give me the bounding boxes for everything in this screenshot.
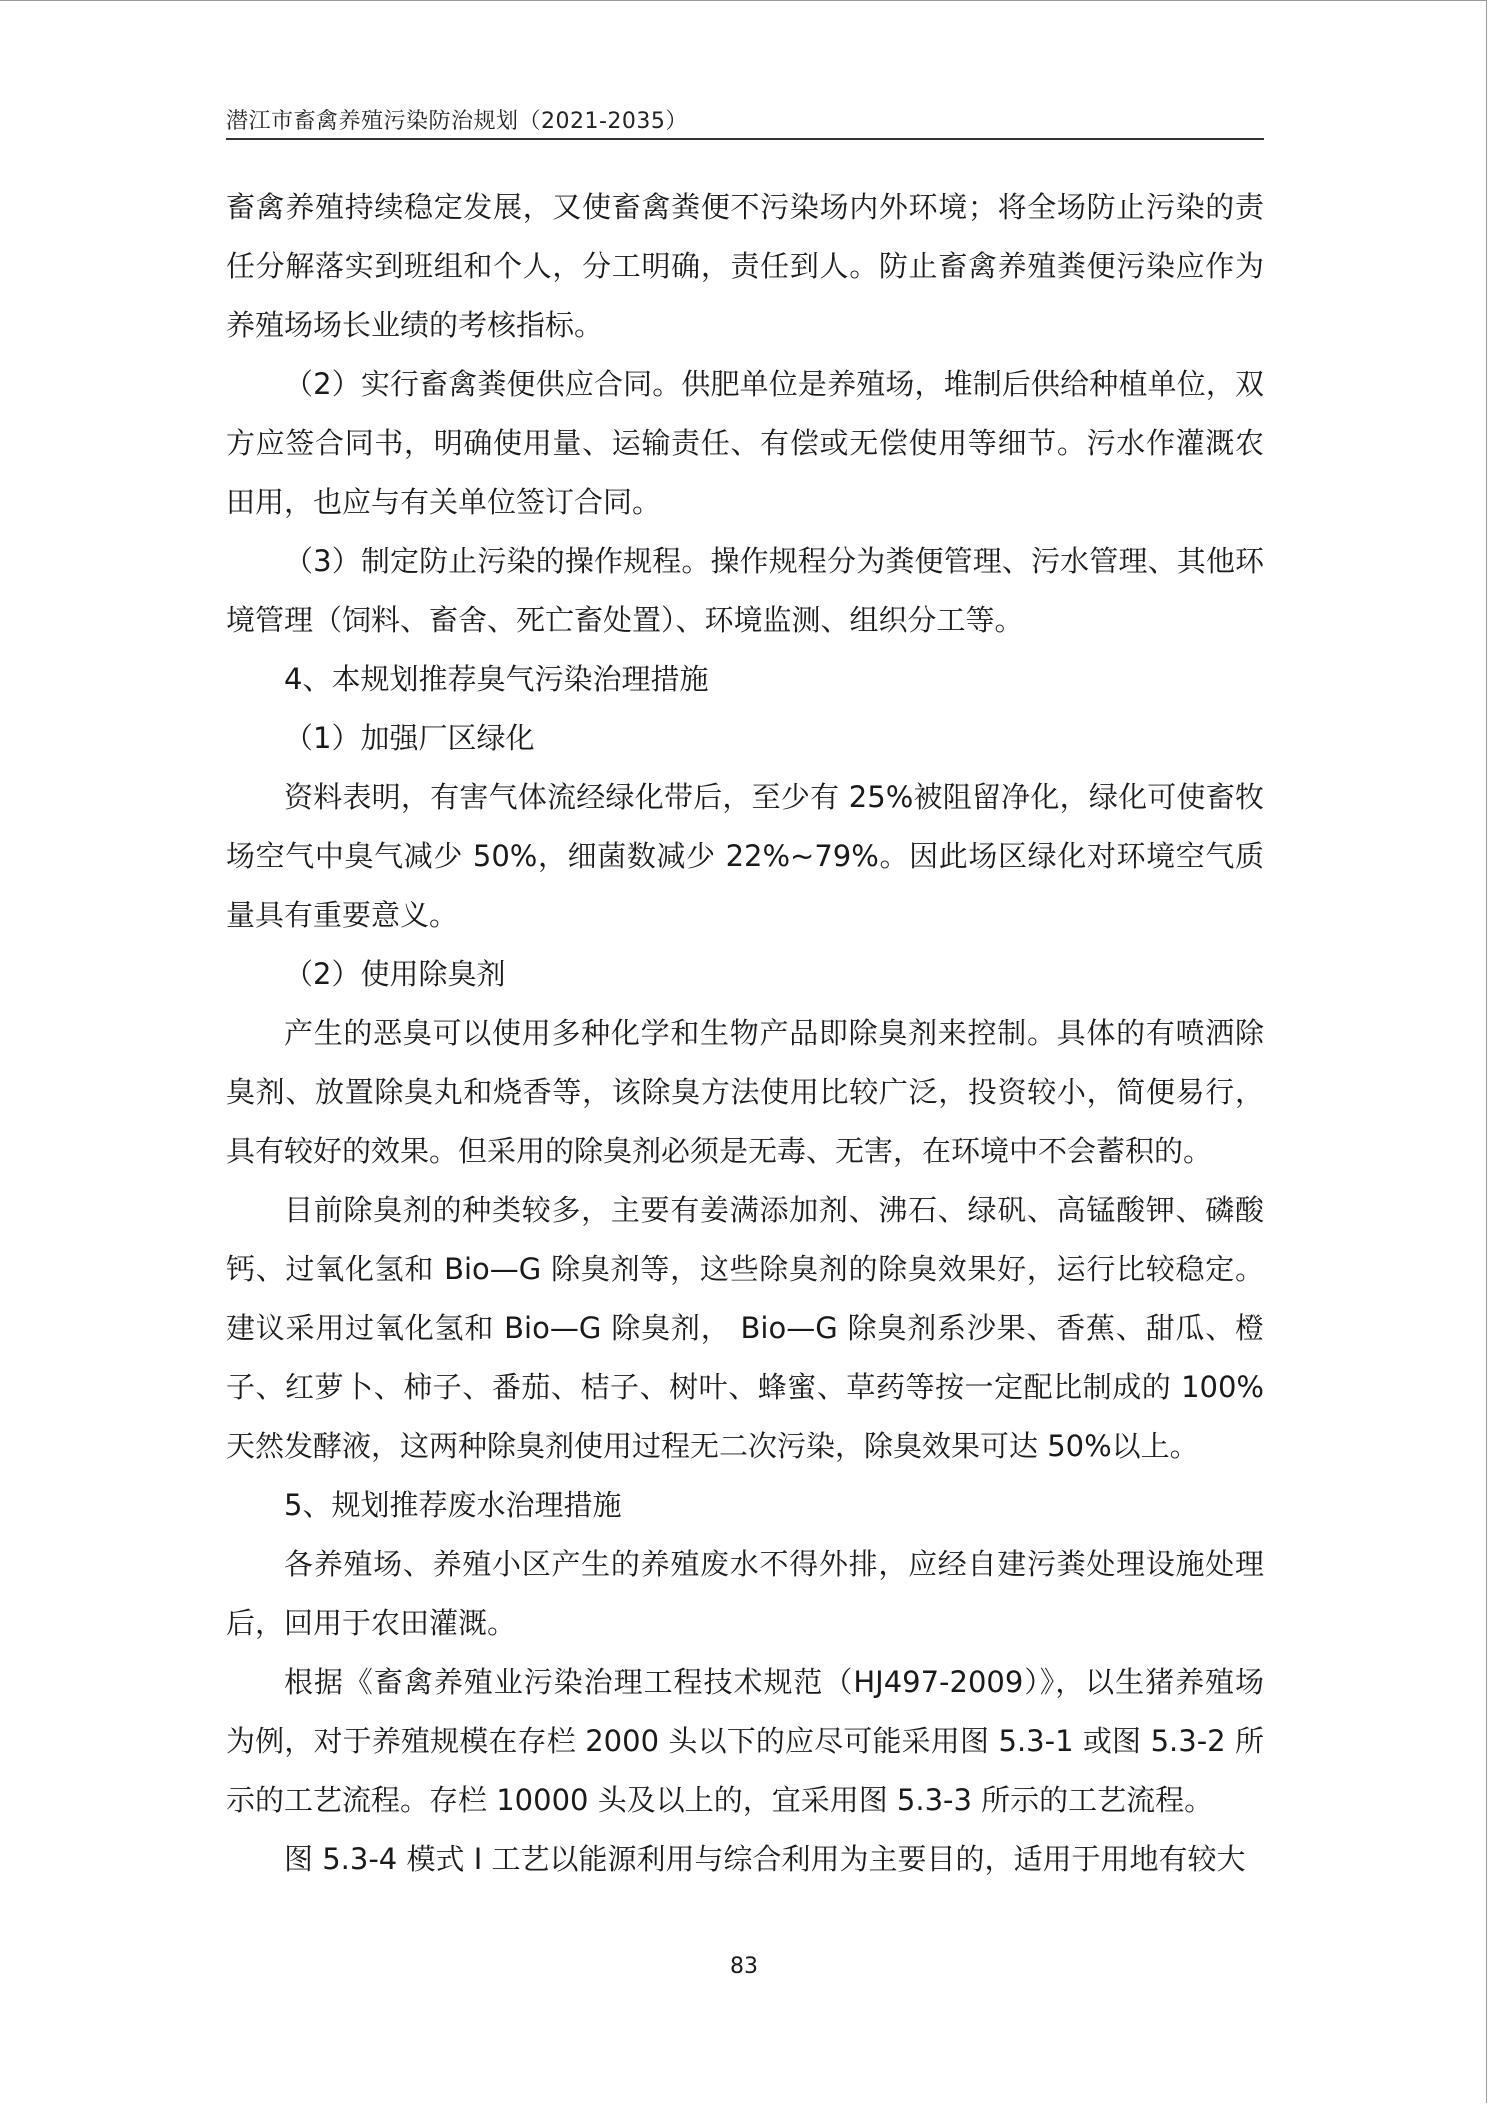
section-heading-odor: 4、本规划推荐臭气污染治理措施	[284, 662, 709, 696]
subheading-greening: （1）加强厂区绿化	[284, 721, 535, 755]
paragraph-wastewater: 各养殖场、养殖小区产生的养殖废水不得外排，应经自建污粪处理设施处理后，回用于农田灌溉。	[226, 1547, 1264, 1640]
paragraph-item-3: （3）制定防止污染的操作规程。操作规程分为粪便管理、污水管理、其他环境管理（饲料、畜舍、死亡畜处置）、环境监测、组织分工等。	[226, 544, 1264, 637]
paragraph-deodorant-types: 目前除臭剂的种类较多，主要有姜满添加剂、沸石、绿矾、高锰酸钾、磷酸钙、过氧化氢和 Bio—G 除臭剂等，这些除臭剂的除臭效果好，运行比较稳定。建议采用过氧化氢和 Bio—G 除臭剂， Bio—G 除臭剂系沙果、香蕉、甜瓜、橙子、红萝卜、柿子、番茄、桔子、树叶、蜂蜜、草药等按一定配比制成的 100%天然发酵液，这两种除臭剂使用过程无二次污染，除臭效果可达 50%以上。	[226, 1193, 1264, 1463]
page-number: 83	[730, 1954, 758, 1979]
subheading-deodorant: （2）使用除臭剂	[284, 957, 506, 991]
paragraph-mode-one: 图 5.3-4 模式 I 工艺以能源利用与综合利用为主要目的，适用于用地有较大	[284, 1842, 1246, 1876]
document-body	[226, 178, 1264, 1889]
paragraph-standard: 根据《畜禽养殖业污染治理工程技术规范（HJ497-2009）》，以生猪养殖场为例，对于养殖规模在存栏 2000 头以下的应尽可能采用图 5.3-1 或图 5.3-2 所示的工艺流程。存栏 10000 头及以上的，宜采用图 5.3-3 所示的工艺流程。	[226, 1665, 1264, 1817]
paragraph-greening: 资料表明，有害气体流经绿化带后，至少有 25%被阻留净化，绿化可使畜牧场空气中臭气减少 50%，细菌数减少 22%~79%。因此场区绿化对环境空气质量具有重要意义。	[226, 780, 1264, 932]
section-heading-wastewater: 5、规划推荐废水治理措施	[284, 1488, 622, 1522]
paragraph-continuation: 畜禽养殖持续稳定发展，又使畜禽粪便不污染场内外环境；将全场防止污染的责任分解落实到班组和个人，分工明确，责任到人。防止畜禽养殖粪便污染应作为养殖场场长业绩的考核指标。	[226, 190, 1264, 342]
paragraph-item-2: （2）实行畜禽粪便供应合同。供肥单位是养殖场，堆制后供给种植单位，双方应签合同书，明确使用量、运输责任、有偿或无偿使用等细节。污水作灌溉农田用，也应与有关单位签订合同。	[226, 367, 1264, 519]
paragraph-deodorant-use: 产生的恶臭可以使用多种化学和生物产品即除臭剂来控制。具体的有喷洒除臭剂、放置除臭丸和烧香等，该除臭方法使用比较广泛，投资较小，简便易行，具有较好的效果。但采用的除臭剂必须是无毒、无害，在环境中不会蓄积的。	[226, 1016, 1264, 1168]
running-header: 潜江市畜禽养殖污染防治规划（2021-2035）	[226, 109, 688, 134]
header-rule	[226, 138, 1264, 140]
